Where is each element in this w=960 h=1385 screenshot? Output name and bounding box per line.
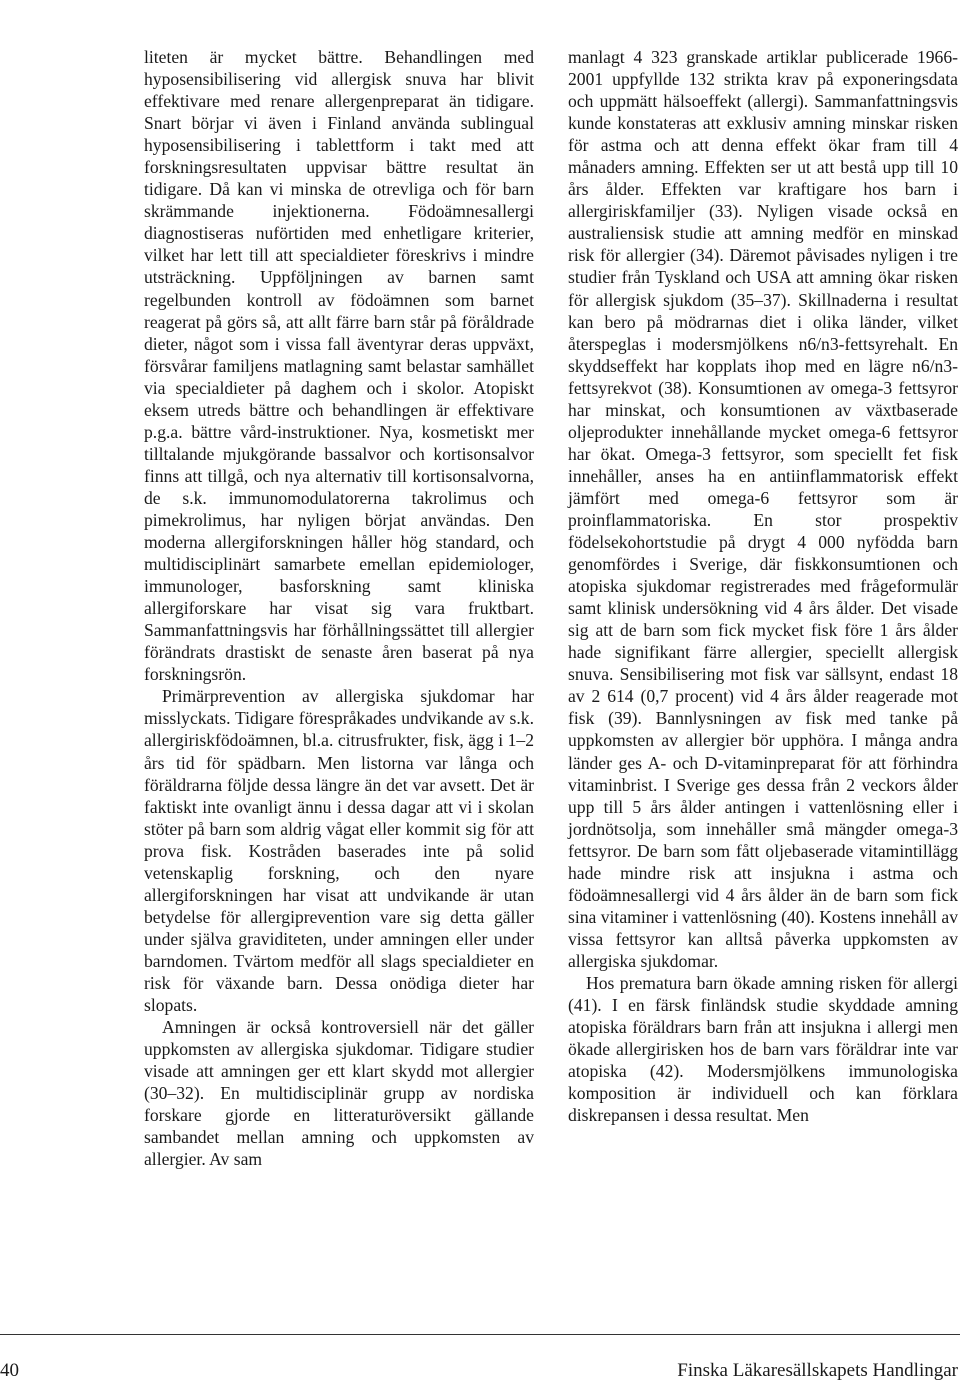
paragraph: Amningen är också kontroversiell när det gäller uppkomsten av allergiska sjukdomar. Tidigare studier visade att amningen ger ett klart skydd mot allergier (30–32). En multidisciplinär grupp av nordiska forskare gjorde en litteraturöversikt gällande sambandet mellan amning och uppkomsten av allergier. Av sam (144, 1017, 534, 1170)
paragraph: Primärprevention av allergiska sjukdomar har misslyckats. Tidigare förespråkades undvikande av s.k. allergiriskfödoämnen, bl.a. citrusfrukter, fisk, ägg i 1–2 års tid för spädbarn. Men listorna var långa och föräldrarna följde dessa längre än det var avsett. Det är faktiskt inte ovanligt ännu i dessa dagar att vi i skolan stöter på barn som aldrig vågat eller kommit sig för att prova fisk. Kostråden baserades inte på solid vetenskaplig forskning, och den nyare allergiforskningen har visat att undvikande är utan betydelse för allergiprevention vare sig detta gäller under själva graviditeten, under amningen eller under barndomen. Tvärtom medför all slags specialdieter en risk för växande barn. Dessa onödiga dieter har slopats. (144, 686, 534, 1016)
paragraph: manlagt 4 323 granskade artiklar publicerade 1966-2001 uppfyllde 132 strikta krav på exponeringsdata och uppmätt hälsoeffekt (allergi). Sammanfattningsvis kunde konstateras att exklusiv amning minskar risken för astma och att denna effekt ökar fram till 4 månaders amning. Effekten ser ut att bestå upp till 10 års ålder. Effekten var kraftigare hos barn i allergiriskfamiljer (33). Nyligen visade också en australiensisk studie att amning medför en minskad risk för allergier (34). Däremot påvisades nyligen i tre studier från Tyskland och USA att amning ökar risken för allergisk sjukdom (35–37). Skillnaderna i resultat kan bero på mödrarnas diet i olika länder, vilket återspeglas i modersmjölkens n6/n3-fettsyrehalt. En skyddseffekt har kopplats ihop med en lägre n6/n3-fettsyrekvot (38). Konsumtionen av omega-3 fettsyror har minskat, och konsumtionen av växtbaserade oljeprodukter innehållande mycket omega-6 fettsyror har ökat. Omega-3 fettsyror, som speciellt fet fisk innehåller, anses ha en antiinflammatorisk effekt jämfört med omega-6 fettsyror som är proinflammatoriska. En stor prospektiv födelsekohortstudie på drygt 4 000 nyfödda barn genomfördes i Sverige, där fiskkonsumtionen och atopiska sjukdomar registrerades med frågeformulär samt klinisk undersökning vid 4 års ålder. Det visade sig att de barn som fick mycket fisk före 1 års ålder hade signifikant färre allergier, speciellt allergisk snuva. Sensibilisering mot fisk var sällsynt, endast 18 av 2 614 (0,7 procent) vid 4 års ålder reagerade mot fisk (39). Bannlysningen av fisk med tanke på uppkomsten av allergier bör upphöra. I många andra länder ges A- och D-vitaminpreparat för att förhindra vitaminbrist. I Sverige ges dessa från 2 veckors ålder upp till 5 års ålder antingen i vattenlösning eller i jordnötsolja, som innehåller små mängder omega-3 fettsyror. De barn som fått oljebaserade vitamintillägg hade mindre risk att insjukna i astma och födoämnesallergi vid 4 års ålder än de barn som fick sina vitaminer i vattenlösning (40). Kostens innehåll av vissa fettsyror kan alltså påverka uppkomsten av allergiska sjukdomar. (568, 47, 958, 971)
journal-name: Finska Läkaresällskapets Handlingar (677, 1360, 958, 1381)
right-text-column (568, 46, 958, 1126)
footer-divider (0, 1334, 960, 1335)
paragraph: liteten är mycket bättre. Behandlingen med hyposensibilisering vid allergisk snuva har blivit effektivare med renare allergenpreparat än tidigare. Snart börjar vi även i Finland använda sublingual hyposensibilisering i tablettform i takt med att forskningsresultaten uppvisar bättre resultat än tidigare. Då kan vi minska de otrevliga och för barn skrämmande injektionerna. Födoämnesallergi diagnostiseras nuförtiden med enhetligare kriterier, vilket har lett till att specialdieter föreskrivs i mindre utsträckning. Uppföljningen av barnen samt regelbunden kontroll av födoämnen som barnet reagerat på görs så, att allt färre barn står på föråldrade dieter, något som i vissa fall äventyrar deras uppväxt, försvårar familjens matlagning samt belastar samhället via specialdieter på daghem och i skolor. Atopiskt eksem utreds bättre och behandlingen är effektivare p.g.a. bättre vård-instruktioner. Nya, kosmetiskt mer tilltalande mjukgörande bassalvor och kortisonsalvor finns att tillgå, och nya alternativ till kortisonsalvorna, de s.k. immunomodulatorerna takrolimus och pimekrolimus, har nyligen börjat användas. Den moderna allergiforskningen håller hög standard, och multidisciplinärt samarbete emellan epidemiologer, immunologer, basforskning samt kliniska allergiforskare har visat sig vara fruktbart. Sammanfattningsvis har förhållningssättet till allergier förändrats drastiskt de senaste åren baserat på nya forskningsrön. (144, 47, 534, 685)
left-text-column (144, 46, 534, 1170)
paragraph: Hos prematura barn ökade amning risken för allergi (41). I en färsk finländsk studie skyddade amning atopiska föräldrars barn från att insjukna i allergi men ökade allergirisken hos de barn vars föräldrar inte var atopiska (42). Modersmjölkens immunologiska komposition är individuell och kan förklara diskrepansen i dessa resultat. Men (568, 972, 958, 1126)
page-number: 40 (0, 1360, 19, 1381)
